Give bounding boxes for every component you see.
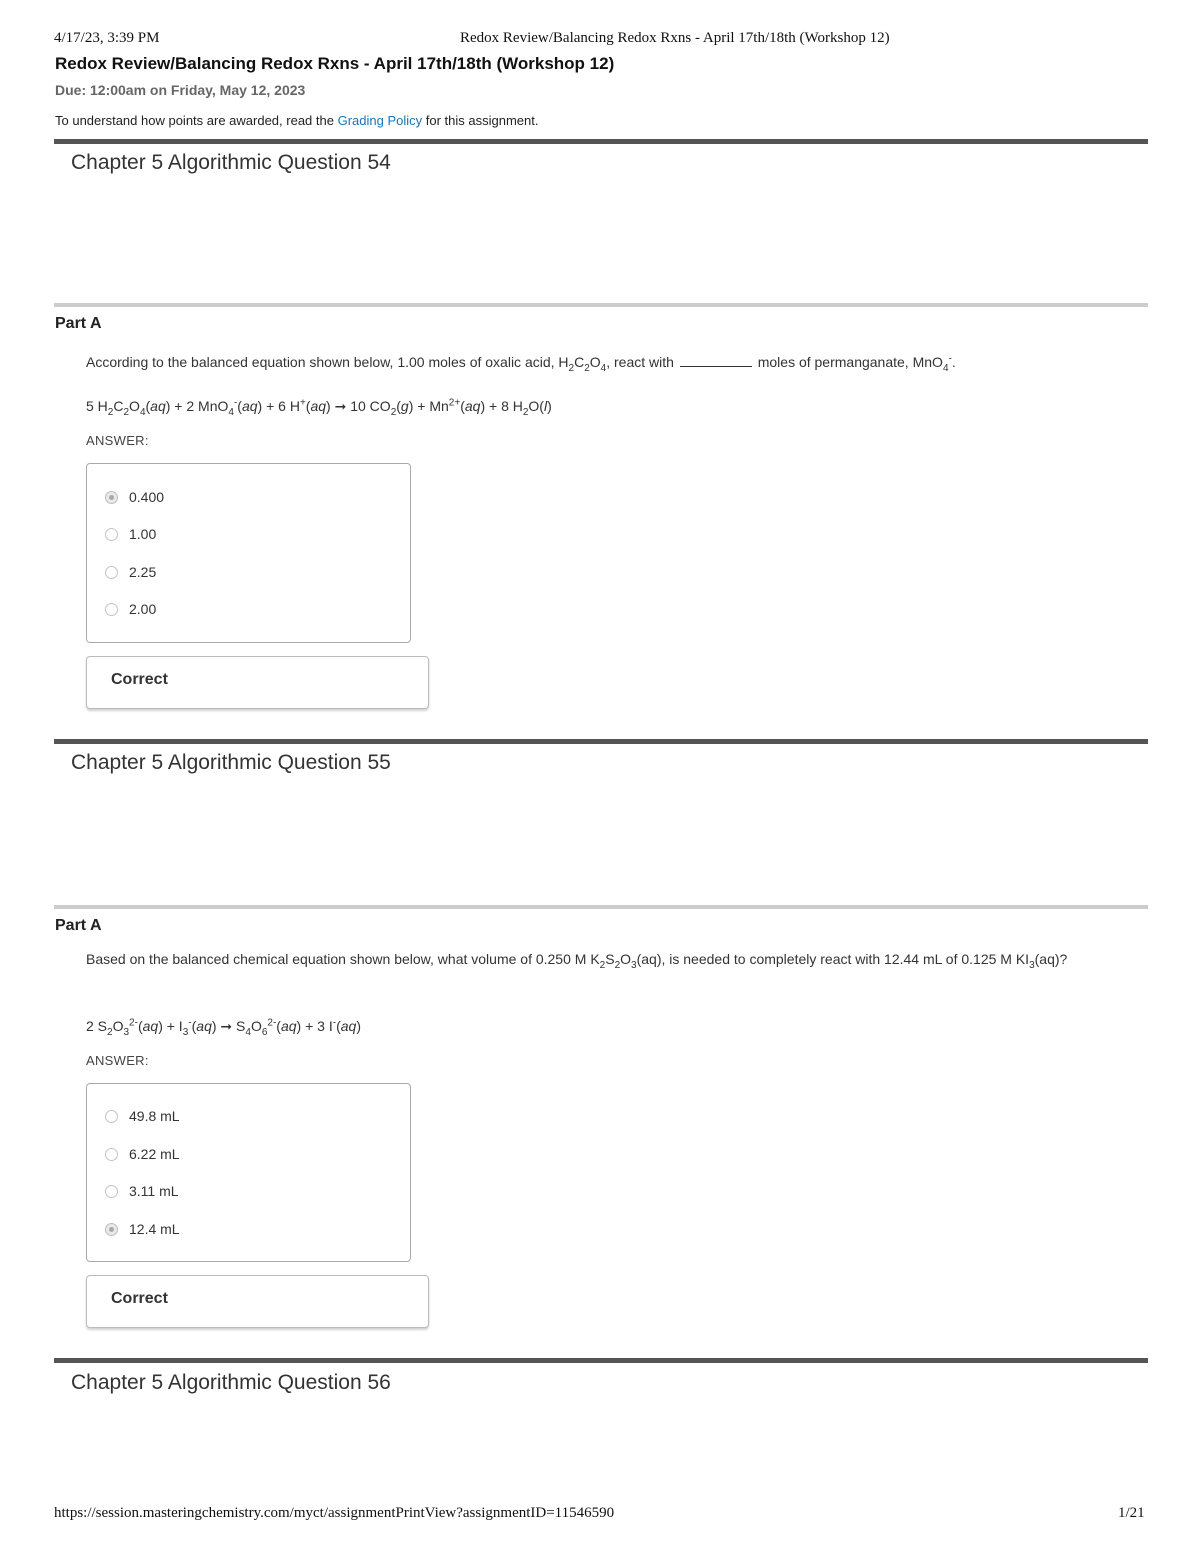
due-date: Due: 12:00am on Friday, May 12, 2023 xyxy=(55,82,306,98)
grading-note-text: To understand how points are awarded, read the xyxy=(55,113,334,128)
part-label: Part A xyxy=(55,315,102,332)
chemical-equation: 2 $S_2O_3^{2-}(aq) + I_3^-(aq)$ ➞ $S_4O_6^{2-}(aq) + 3$ I-(aq) xyxy=(86,1017,361,1038)
answer-option[interactable] xyxy=(105,1221,180,1237)
print-doc-title: Redox Review/Balancing Redox Rxns - April 17th/18th (Workshop 12) xyxy=(460,30,890,46)
answer-option[interactable] xyxy=(105,564,156,580)
question-title: Chapter 5 Algorithmic Question 56 xyxy=(71,1371,391,1394)
answer-label: ANSWER: xyxy=(86,1053,149,1068)
radio-icon[interactable] xyxy=(105,1185,118,1198)
assignment-title: Redox Review/Balancing Redox Rxns - April 17th/18th (Workshop 12) xyxy=(55,54,615,73)
feedback-box xyxy=(86,656,429,709)
answer-choices xyxy=(86,463,411,643)
option-label: 3.11 mL xyxy=(129,1183,179,1199)
chemical-equation: 5 $H_2C_2O_4(aq) + 2$ MnO$_4$-(aq) + 6 H+(aq) ➞ 10 $CO_2(g) + Mn^{2+}(aq) + 8$ $H_2O(l)$ xyxy=(86,397,552,418)
radio-icon[interactable] xyxy=(105,528,118,541)
radio-icon[interactable] xyxy=(105,1148,118,1161)
answer-option[interactable] xyxy=(105,601,156,617)
question-title: Chapter 5 Algorithmic Question 55 xyxy=(71,751,391,774)
answer-label: ANSWER: xyxy=(86,433,149,448)
question-prompt: Based on the balanced chemical equation shown below, what volume of 0.250 M $K_2S_2O_3(aq)$, is needed to completely react with 12.44 mL of 0.125 M $KI_3(aq)$? xyxy=(86,951,1068,971)
grading-note xyxy=(55,113,538,128)
option-label: 0.400 xyxy=(129,489,165,505)
option-label: 2.00 xyxy=(129,601,157,617)
print-page-number: 1/21 xyxy=(1118,1505,1145,1521)
radio-icon[interactable] xyxy=(105,566,118,579)
part-label: Part A xyxy=(55,917,102,934)
section-divider xyxy=(54,739,1148,744)
part-divider xyxy=(54,303,1148,307)
grading-note-text-end: for this assignment. xyxy=(425,113,539,128)
radio-icon[interactable] xyxy=(105,1110,118,1123)
grading-policy-link[interactable]: Grading Policy xyxy=(337,113,423,128)
part-divider xyxy=(54,905,1148,909)
question-title: Chapter 5 Algorithmic Question 54 xyxy=(71,151,391,174)
answer-option[interactable] xyxy=(105,1146,180,1162)
option-label: 2.25 xyxy=(129,564,157,580)
radio-selected-icon[interactable] xyxy=(105,1223,118,1236)
feedback-box xyxy=(86,1275,429,1328)
option-label: 12.4 mL xyxy=(129,1221,180,1237)
question-prompt: According to the balanced equation shown below, 1.00 moles of oxalic acid, $H_2C_2O_4$, react with moles of permanganate, MnO$_4$-. xyxy=(86,353,956,374)
radio-icon[interactable] xyxy=(105,603,118,616)
feedback-text: Correct xyxy=(111,1290,168,1307)
print-datetime: 4/17/23, 3:39 PM xyxy=(54,30,160,46)
option-label: 1.00 xyxy=(129,526,157,542)
section-divider xyxy=(54,139,1148,144)
section-divider xyxy=(54,1358,1148,1363)
option-label: 6.22 mL xyxy=(129,1146,180,1162)
answer-option[interactable] xyxy=(105,1108,180,1124)
answer-choices xyxy=(86,1083,411,1262)
radio-selected-icon[interactable] xyxy=(105,491,118,504)
print-url: https://session.masteringchemistry.com/myct/assignmentPrintView?assignmentID=11546590 xyxy=(54,1505,615,1521)
answer-option[interactable] xyxy=(105,1183,179,1199)
answer-option[interactable] xyxy=(105,526,156,542)
feedback-text: Correct xyxy=(111,671,168,688)
answer-option[interactable] xyxy=(105,489,164,505)
option-label: 49.8 mL xyxy=(129,1108,180,1124)
